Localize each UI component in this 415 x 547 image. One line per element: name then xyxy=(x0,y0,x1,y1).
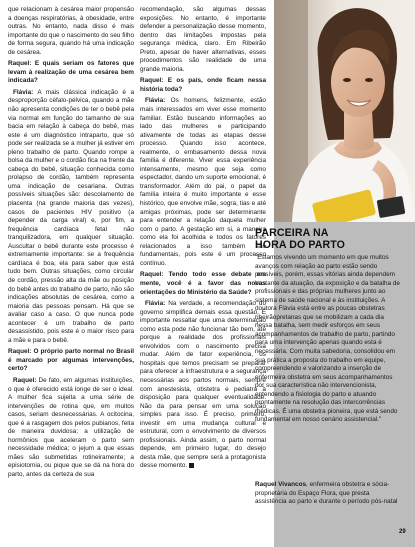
interview-question: Raquel: Tendo todo esse debate em mente, você é a favor das novas orientações do Ministério da Saúde? xyxy=(140,271,266,296)
credit-description: , enfermeira obstetra e sócia-proprietária do Espaço Flora, que presta assistência ao parto e durante o período pós-natal xyxy=(255,481,398,506)
portrait-illustration xyxy=(274,0,415,222)
end-of-article-mark xyxy=(189,463,194,468)
sidebar-title-line: HORA DO PARTO xyxy=(255,238,345,251)
interview-question: Raquel: O próprio parto normal no Brasil é marcado por algumas intervenções, certo? xyxy=(8,348,134,373)
answer-text: Os homens, felizmente, estão mais interessados em viver esse momento familiar. Estão buscando informações ao lado das mulheres e participando ativamente de todas as etapas desse processo. Quando isso acontece, realmente, o embasamento dessa nova família é diferente. Viver essa experiência intensamente, mesmo que seja como espectador, dando um suporte emocional, é transformador. Além do pai, o papel da família inteira é muito importante e esse histórico, que envolve mãe, sogra, tias e até amigas próximas, pode ser determinante para entender a relação daquela mulher com o parto. A gestação em si, a maneira como ela foi acolhida e todos os fatores relacionados a isso também são fundamentais, pois este é um processo contínuo. xyxy=(140,97,266,267)
interview-answer xyxy=(8,377,134,480)
interview-answer xyxy=(8,89,134,345)
interview-question: Raquel: E quais seriam os fatores que levam à realização de uma cesárea bem indicada? xyxy=(8,60,134,85)
portrait-photo xyxy=(274,0,415,222)
answer-text: A mais clássica indicação é a desproporção céfalo-pélvica, quando a mãe não apresenta condições de ter o bebê pela via normal em função do tamanho de sua bacia em relação à cabeça do bebê, mas este é um diagnóstico intraparto, que só pode ser realizada se a mulher já estiver em pleno trabalho de parto. Quando rompe a bolsa da mulher e o cordão fica na frente da cabeça do bebê, situação conhecida como prolapso de cordão, também representa uma indicação de cesariana. Outras possíveis situações são: descolamento de placenta (na grande maioria das vezes), casos de pacientes HIV positivo (a depender da carga viral) e, por fim, a frequência cardíaca fetal não tranquilizadora, em qualquer situação. Auscultar o bebê durante este processo é extremamente importante: se a frequência cardíaca é boa, ela para saber que está tudo bem. Outras situações, como circular de cordão, pressão alta da mãe ou posição do bebê antes do trabalho de parto, não são indicações absolutas de cesárea, como a maioria das pessoas pensam. Há que se avaliar caso a caso. O que nunca pode acontecer é um trabalho de parto desassistido, pois este é o maior risco para a mãe e para o bebê. xyxy=(8,88,134,344)
speaker-label: Flávia: xyxy=(145,97,166,105)
speaker-label: Raquel: xyxy=(13,376,37,384)
speaker-label: Flávia: xyxy=(145,300,166,308)
article-column-2 xyxy=(140,6,266,474)
interview-question: Raquel: E os país, onde ficam nessa história toda? xyxy=(140,77,266,93)
page-number: 29 xyxy=(399,529,406,535)
sidebar-quote xyxy=(255,254,401,425)
sidebar-credit xyxy=(255,481,401,507)
paragraph: que relacionam à cesárea maior propensão a doenças respiratórias, à obesidade, entre outras. No entanto, nada disso é mais importante do que o nascimento do seu filho de forma segura, quando há uma indicação de cesárea. xyxy=(8,6,134,56)
sidebar-title-line: PARCEIRA NA xyxy=(255,227,329,239)
answer-text: De fato, em algumas instituições, o que é oferecido está longe de ser o ideal. A mulher fica sujeita a uma série de intervenções de rotina que, em muitos casos, seriam desnecessárias. A ocitocina, que é a rasgagem dos pelos pubianos, feita de maneira duvidosa; a utilização de hormônios que aceleram o parto sem necessidade médica; o jejum a que essas mães são submetidas rotineiramente; a episiotomia, ou pique que se dá na hora do parto, antes da certeza de sua xyxy=(8,376,134,478)
interview-answer xyxy=(140,300,266,471)
answer-text: Na verdade, a recomendação do governo simplifica demais essa questão. É importante ressaltar que uma determinação como esta pode não funcionar tão bem, até porque a realidade dos profissionais envolvidos com o nascimento precisa mudar. Além de fator experiência, os hospitais que temos precisam se preparar para oferecer a infraestrutura e a segurança necessárias aos partos normais, sempre com anestesista, obstetra e pediatra à disposição para qualquer eventualidade. Não da para pensar em uma solução simples para isso. É preciso, primeiro, investir em uma mudança cultural e estrutural, com o envolvimento de diversos profissionais. Ainda assim, o parto normal depende, em primeiro lugar, do desejo desta mãe, que sempre será a protagonista desse momento. xyxy=(140,300,266,470)
speaker-label: Flávia: xyxy=(13,88,34,96)
article-column-1 xyxy=(8,6,134,483)
sidebar-title xyxy=(255,228,405,251)
sidebar-quote-text: "Estamos vivendo um momento em que muitos avanços com relação ao parto estão sendo possíveis, porém, essas vitórias ainda dependem bastante da atuação, da exposição e da batalha de profissionais e das próprias mulheres junto ao sistema de saúde nacional e às instituições. A doutora Flávia está entre as poucas obstetras ribeirãopretanas que se mobilizam a cada dia nessa batalha, sem medir esforços em seus acompanhamentos de trabalho de parto, partindo para uma intervenção apenas quando esta é necessária. Com muita sabedoria, consolidou em sua prática a proposta do trabalho em equipe, compreendendo e valorizando a inserção de enfermeira obstetra em seus acompanhamentos por sua característica não intervencionista, entendendo a fisiologia do parto e atuando prontamente na resolução das intercorrências médicas. É uma obstetra pioneira, que está sendo fundamental em nosso cenário assistencial." xyxy=(255,254,400,424)
credit-name: Raquel Vivancos xyxy=(255,481,307,488)
interview-answer xyxy=(140,97,266,268)
paragraph: recomendação, são algumas dessas exposições. No entanto, é importante defender a personalização desse momento, dentro das limitações impostas pela segurança médica, claro. Em Ribeirão Preto, apesar de haver alternativas, esses procedimentos são realidade de uma grande maioria. xyxy=(140,6,266,73)
